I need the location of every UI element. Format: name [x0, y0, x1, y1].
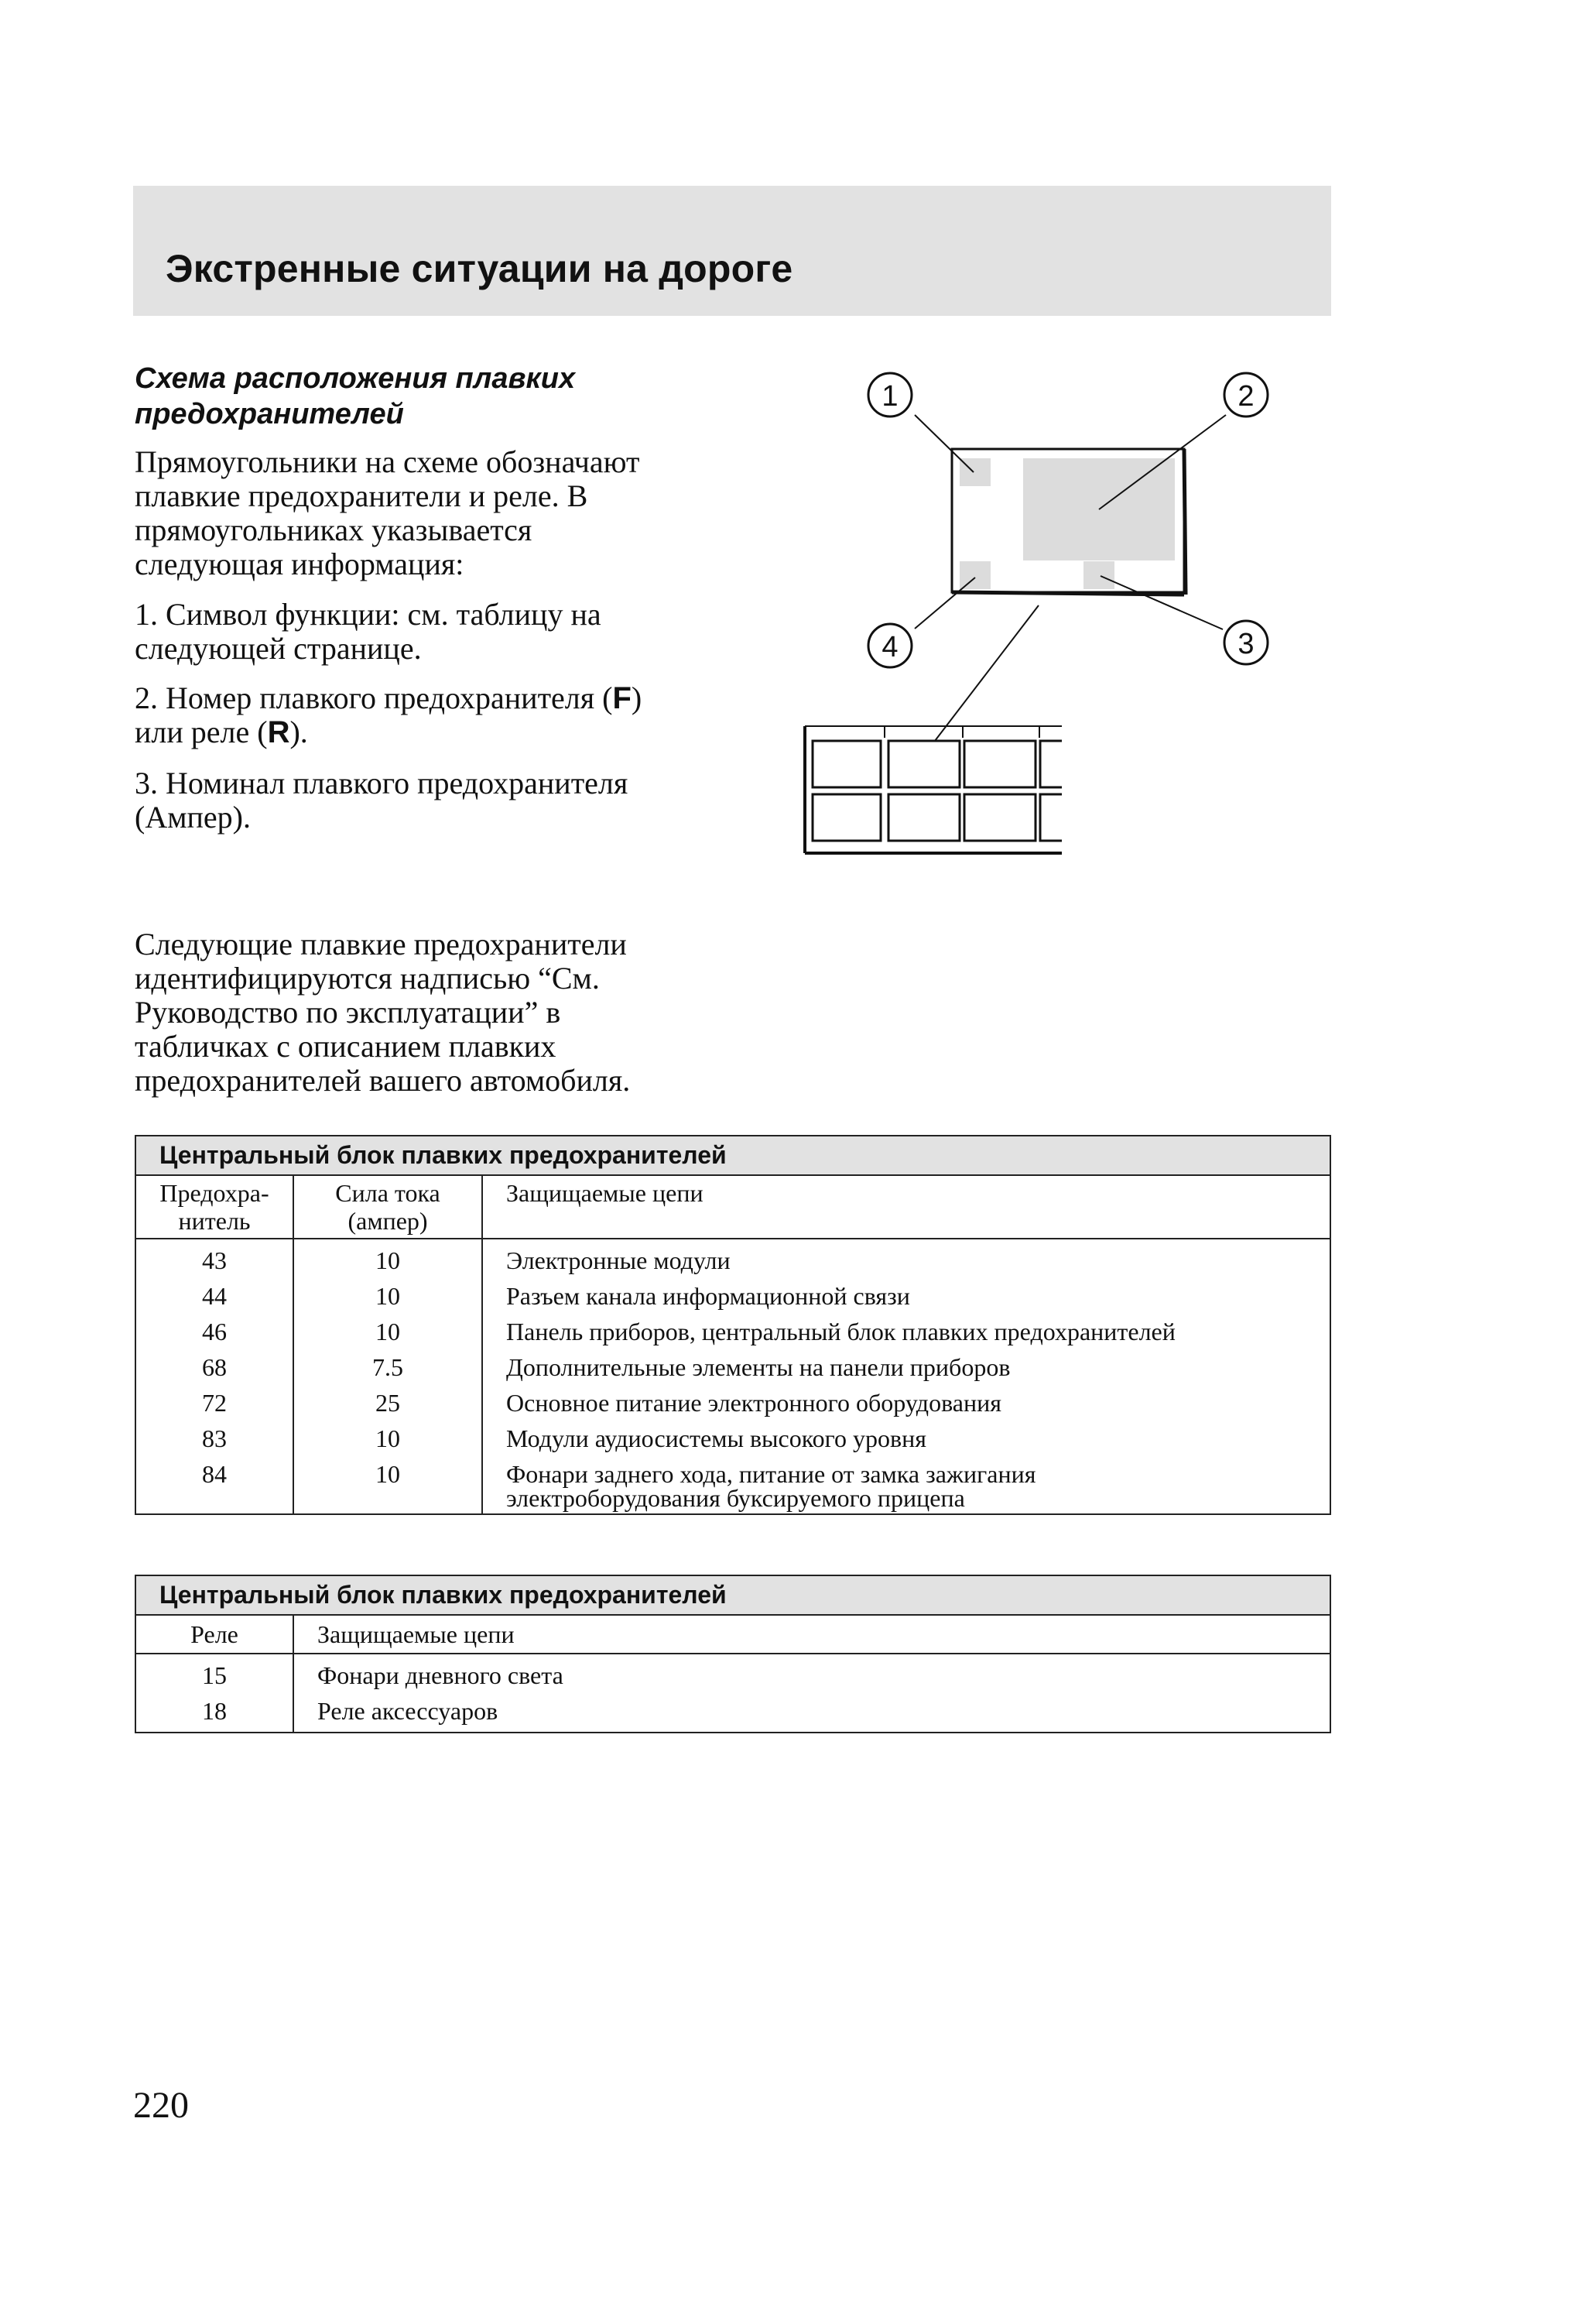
list-item-2-line-1 — [135, 681, 723, 715]
relay-area — [960, 561, 991, 589]
list-item-2-line2-suffix: ). — [289, 715, 308, 749]
relay-number: 15 — [202, 1661, 227, 1689]
fuse-number: 44 — [202, 1282, 227, 1310]
section-title-line-1: Схема расположения плавких — [135, 362, 576, 395]
callout-3 — [1224, 621, 1268, 664]
list-item-3-line-2: (Ампер). — [135, 800, 251, 835]
relay-table-caption: Центральный блок плавких предохранителей — [135, 1575, 1330, 1615]
intro-line: Прямоугольники на схеме обозначают — [135, 444, 640, 479]
callout-1-leader — [915, 415, 974, 472]
grid-cell — [888, 794, 960, 841]
fuse-table — [135, 1135, 1331, 1515]
grid-cell — [813, 741, 881, 787]
header-fuse-line-1: Предохра- — [159, 1179, 269, 1207]
callout-4 — [868, 624, 912, 667]
note-line: табличках с описанием плавких — [135, 1029, 556, 1064]
list-item-3 — [135, 766, 723, 835]
list-item-3-line-1: 3. Номинал плавкого предохранителя — [135, 766, 628, 800]
fuse-circuit: Модули аудиосистемы высокого уровня — [506, 1424, 926, 1452]
fuse-amps: 10 — [375, 1460, 400, 1488]
fuse-circuit: Дополнительные элементы на панели приборов — [506, 1353, 1011, 1381]
fuse-amps-column — [293, 1239, 482, 1514]
list-item-1 — [135, 598, 723, 666]
fuse-number: 68 — [202, 1353, 227, 1381]
note-paragraph — [135, 927, 723, 1098]
fuse-number: 72 — [202, 1389, 227, 1417]
callout-1-label: 1 — [882, 380, 899, 413]
fuse-circuit: Разъем канала информационной связи — [506, 1282, 910, 1310]
header-relay: Реле — [135, 1615, 293, 1654]
fuse-layout-diagram — [789, 356, 1285, 867]
relay-table-header-row — [135, 1615, 1330, 1654]
relay-table — [135, 1575, 1331, 1733]
relay-circuit: Реле аксессуаров — [317, 1697, 498, 1725]
fuse-circuits-column — [482, 1239, 1330, 1514]
fuse-number-column — [135, 1239, 293, 1514]
fuse-panel-grid — [805, 720, 1093, 859]
list-item-2-line-2 — [135, 715, 723, 749]
list-item-2-close: ) — [631, 680, 642, 715]
fuse-amps: 10 — [375, 1318, 400, 1345]
fuse-amps: 10 — [375, 1424, 400, 1452]
grid-cell — [813, 794, 881, 841]
fuse-amps: 10 — [375, 1246, 400, 1274]
header-amps-line-1: Сила тока — [335, 1179, 440, 1207]
section-title-line-2: предохранителей — [135, 398, 404, 430]
fuse-symbol-F: F — [612, 681, 632, 715]
callout-2-label: 2 — [1238, 380, 1255, 413]
fuse-amps: 7.5 — [372, 1353, 403, 1381]
grid-crop-mask — [1062, 720, 1093, 859]
relay-number-column — [135, 1654, 293, 1733]
note-line: Следующие плавкие предохранители — [135, 927, 627, 961]
page-number: 220 — [133, 2085, 189, 2126]
grid-cell — [888, 741, 960, 787]
fuse-table-header-row — [135, 1175, 1330, 1239]
relay-table-body — [135, 1654, 1330, 1733]
fuse-shadow-right — [1184, 449, 1186, 595]
grid-cell — [964, 741, 1036, 787]
section-title — [135, 361, 723, 432]
relay-circuits-column — [293, 1654, 1330, 1733]
fuse-amps: 10 — [375, 1282, 400, 1310]
page-title: Экстренные ситуации на дороге — [166, 247, 793, 290]
list-item-1-line-2: следующей странице. — [135, 631, 422, 666]
callout-4-label: 4 — [882, 631, 899, 663]
callout-4-leader — [915, 578, 975, 629]
fuse-table-body — [135, 1239, 1330, 1514]
fuse-circuit-continuation: электроборудования буксируемого прицепа — [506, 1484, 965, 1512]
fuse-circuit: Панель приборов, центральный блок плавких предохранителей — [506, 1318, 1176, 1345]
intro-paragraph — [135, 445, 723, 581]
fuse-number: 83 — [202, 1424, 227, 1452]
fuse-amps: 25 — [375, 1389, 400, 1417]
intro-line: следующая информация: — [135, 547, 464, 581]
intro-line: плавкие предохранители и реле. В — [135, 478, 588, 513]
fuse-table-caption-row — [135, 1136, 1330, 1175]
fuse-number: 84 — [202, 1460, 227, 1488]
fuse-circuit: Фонари заднего хода, питание от замка зажигания — [506, 1460, 1036, 1488]
callout-2 — [1224, 373, 1268, 416]
grid-cell — [964, 794, 1036, 841]
fuse-shadow-bottom — [952, 592, 1184, 595]
callout-3-label: 3 — [1238, 628, 1255, 660]
list-item-1-line-1: 1. Символ функции: см. таблицу на — [135, 597, 601, 632]
header-relay-circuits: Защищаемые цепи — [293, 1615, 1330, 1654]
note-line: Руководство по эксплуатации” в — [135, 995, 561, 1030]
header-fuse-line-2: нитель — [178, 1207, 251, 1235]
fuse-circuit: Электронные модули — [506, 1246, 731, 1274]
zoom-leader — [927, 605, 1039, 751]
fuse-table-caption: Центральный блок плавких предохранителей — [135, 1136, 1330, 1175]
header-circuits: Защищаемые цепи — [482, 1175, 1330, 1239]
header-fuse — [135, 1175, 293, 1239]
note-line: предохранителей вашего автомобиля. — [135, 1063, 631, 1098]
list-item-2-line2-prefix: или реле ( — [135, 715, 268, 749]
relay-number: 18 — [202, 1697, 227, 1725]
fuse-circuit: Основное питание электронного оборудования — [506, 1389, 1001, 1417]
header-amps — [293, 1175, 482, 1239]
header-amps-line-2: (ампер) — [347, 1207, 428, 1235]
fuse-number: 46 — [202, 1318, 227, 1345]
intro-line: прямоугольниках указывается — [135, 512, 532, 547]
relay-circuit: Фонари дневного света — [317, 1661, 563, 1689]
fuse-number: 43 — [202, 1246, 227, 1274]
list-item-2-prefix: 2. Номер плавкого предохранителя ( — [135, 680, 613, 715]
amperage-area — [1083, 561, 1114, 589]
relay-symbol-R: R — [267, 715, 290, 749]
relay-table-caption-row — [135, 1575, 1330, 1615]
note-line: идентифицируются надписью “См. — [135, 961, 600, 996]
callout-1 — [868, 373, 912, 416]
list-item-2 — [135, 681, 723, 749]
